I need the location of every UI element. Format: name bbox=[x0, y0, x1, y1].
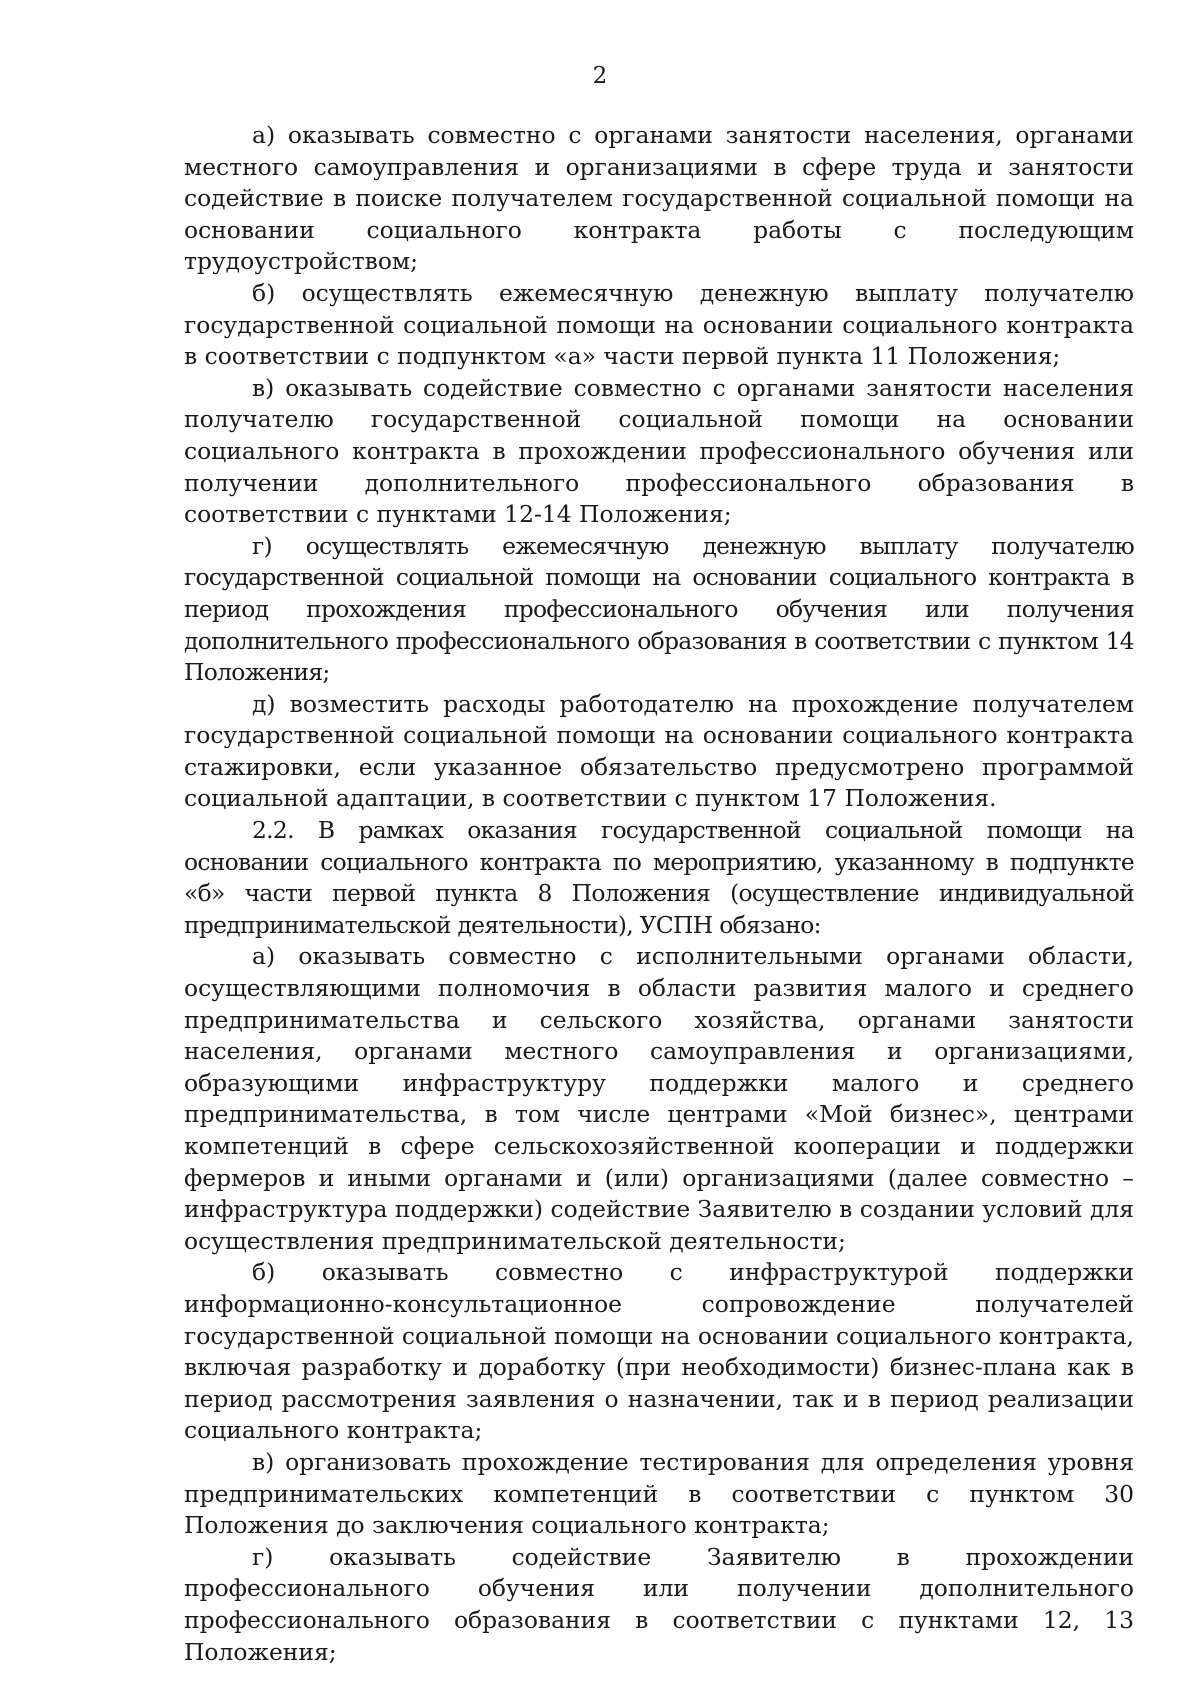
document-body bbox=[184, 120, 1134, 1668]
paragraph-2-1-g: г) осуществлять ежемесячную денежную выплату получателю государственной социальной помощи на основании социального контракта в период прохождения профессионального обучения или получения дополнительного профессионального образования в соответствии с пунктом 14 Положения; bbox=[184, 531, 1134, 687]
paragraph-2-2-g: г) оказывать содействие Заявителю в прохождении профессионального обучения или получении дополнительного профессионального образования в соответствии с пунктами 12, 13 Положения; bbox=[184, 1542, 1134, 1666]
paragraph-2-2-a: а) оказывать совместно с исполнительными органами области, осуществляющими полномочия в области развития малого и среднего предпринимательства и сельского хозяйства, органами занятости населения, органами местного самоуправления и организациями, образующими инфраструктуру поддержки малого и среднего предпринимательства, в том числе центрами «Мой бизнес», центрами компетенций в сфере сельскохозяйственной кооперации и поддержки фермеров и иными органами и (или) организациями (далее совместно – инфраструктура поддержки) содействие Заявителю в создании условий для осуществления предпринимательской деятельности; bbox=[184, 942, 1134, 1255]
page-number: 2 bbox=[592, 63, 608, 89]
paragraph-2-2-b: б) оказывать совместно с инфраструктурой поддержки информационно-консультационное сопровождение получателей государственной социальной помощи на основании социального контракта, включая разработку и доработку (при необходимости) бизнес-плана как в период рассмотрения заявления о назначении, так и в период реализации социального контракта; bbox=[184, 1258, 1134, 1445]
paragraph-2-2-intro: 2.2. В рамках оказания государственной социальной помощи на основании социального контракта по мероприятию, указанному в подпункте «б» части первой пункта 8 Положения (осуществление индивидуальной предпринимательской деятельности), УСПН обязано: bbox=[184, 816, 1134, 939]
paragraph-2-2-v: в) организовать прохождение тестирования для определения уровня предпринимательских компетенций в соответствии с пунктом 30 Положения до заключения социального контракта; bbox=[184, 1447, 1134, 1540]
paragraph-2-1-v: в) оказывать содействие совместно с органами занятости населения получателю государственной социальной помощи на основании социального контракта в прохождении профессионального обучения или получении дополнительного профессионального образования в соответствии с пунктами 12-14 Положения; bbox=[184, 373, 1134, 529]
paragraph-2-1-a: а) оказывать совместно с органами занятости населения, органами местного самоуправления и организациями в сфере труда и занятости содействие в поиске получателем государственной социальной помощи на основании социального контракта работы с последующим трудоустройством; bbox=[184, 121, 1134, 276]
paragraph-2-1-b: б) осуществлять ежемесячную денежную выплату получателю государственной социальной помощи на основании социального контракта в соответствии с подпунктом «а» части первой пункта 11 Положения; bbox=[184, 278, 1134, 371]
paragraph-2-1-d: д) возместить расходы работодателю на прохождение получателем государственной социальной помощи на основании социального контракта стажировки, если указанное обязательство предусмотрено программой социальной адаптации, в соответствии с пунктом 17 Положения. bbox=[184, 689, 1134, 813]
